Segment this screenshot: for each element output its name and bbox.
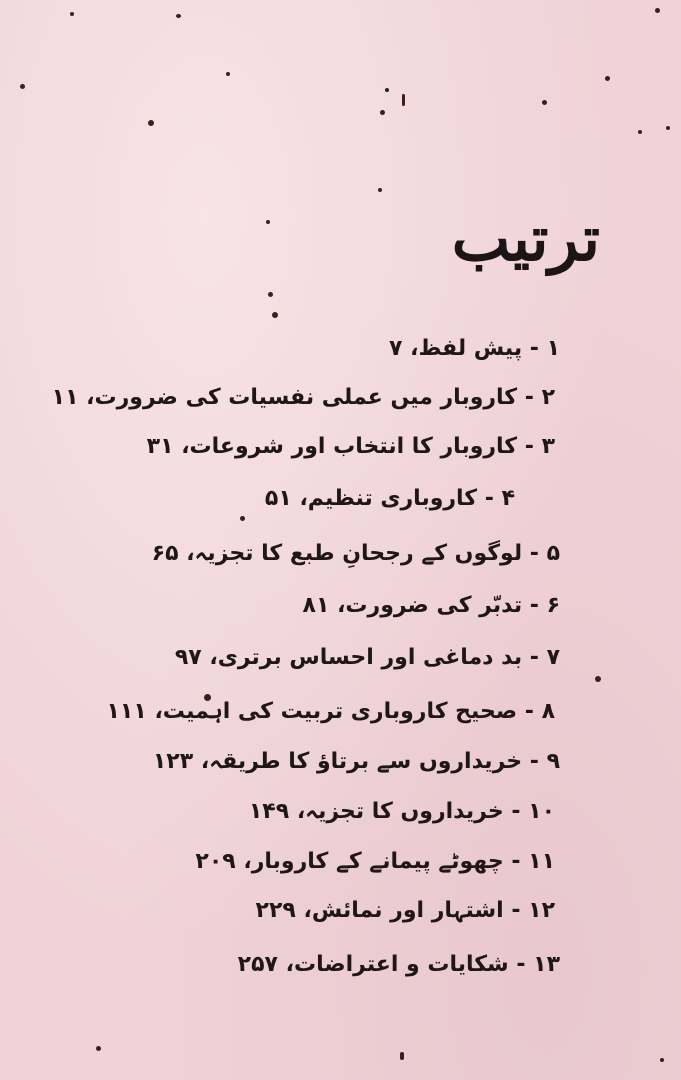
toc-entry-number: ۱۰: [528, 799, 555, 824]
toc-entry-separator: -: [508, 952, 534, 977]
speck-mark: [666, 126, 670, 130]
toc-entry-page: ۲۵۷: [237, 952, 278, 977]
toc-entry-separator: -: [503, 898, 529, 923]
toc-entry-title: شکایات و اعتراضات،: [285, 952, 509, 977]
toc-entry: [249, 797, 555, 827]
toc-entry: [106, 697, 555, 727]
toc-entry-number: ۲: [541, 385, 555, 410]
toc-entry: [238, 950, 560, 980]
toc-entry-number: ۸: [541, 699, 555, 724]
toc-entry-separator: -: [522, 336, 547, 361]
speck-mark: [655, 8, 660, 13]
toc-entry-title: بد دماغی اور احساس برتری،: [209, 645, 523, 670]
speck-mark: [226, 72, 230, 76]
speck-mark: [660, 1058, 664, 1062]
toc-entry-number: ۱۳: [533, 952, 560, 977]
toc-entry-page: ۱۱: [51, 385, 79, 410]
toc-entry-separator: -: [477, 486, 502, 511]
toc-entry-page: ۲۰۹: [195, 849, 236, 874]
toc-entry-number: ۴: [501, 486, 515, 511]
speck-mark: [148, 120, 154, 126]
toc-entry-page: ۵۱: [264, 486, 292, 511]
toc-entry-separator: -: [522, 541, 547, 566]
toc-entry-page: ۱۲۳: [152, 749, 194, 774]
toc-entry: [265, 484, 515, 514]
toc-entry-title: کاروباری تنظیم،: [299, 486, 478, 511]
page-title: ترتیب: [451, 202, 600, 275]
toc-entry: [152, 539, 560, 569]
toc-entry-page: ۲۲۹: [255, 898, 296, 923]
toc-entry: [389, 334, 560, 364]
toc-entry-number: ۷: [546, 645, 560, 670]
toc-entry-page: ۱۱۱: [106, 699, 147, 724]
toc-entry-page: ۱۴۹: [248, 799, 290, 824]
toc-entry-title: چھوٹے پیمانے کے کاروبار،: [243, 849, 504, 874]
toc-entry-title: پیش لفظ،: [410, 336, 523, 361]
toc-entry: [52, 383, 555, 413]
speck-mark: [542, 100, 547, 105]
toc-entry: [153, 747, 560, 777]
toc-entry-title: خریداروں کا تجزیہ،: [296, 799, 504, 824]
toc-entry-title: لوگوں کے رجحانِ طبع کا تجزیہ،: [186, 541, 523, 566]
toc-entry-separator: -: [522, 645, 547, 670]
toc-entry-page: ۳۱: [146, 434, 174, 459]
toc-entry-number: ۱۲: [528, 898, 555, 923]
toc-entry-number: ۶: [546, 593, 560, 618]
toc-entry-separator: -: [522, 593, 547, 618]
toc-entry-number: ۹: [546, 749, 560, 774]
toc-entry-title: اشتہار اور نمائش،: [303, 898, 504, 923]
toc-entry-page: ۷: [388, 336, 403, 361]
speck-mark: [378, 188, 382, 192]
speck-mark: [268, 292, 273, 297]
toc-entry-number: ۱۱: [528, 849, 555, 874]
toc-entry-separator: -: [522, 749, 547, 774]
speck-mark: [595, 676, 601, 682]
toc-entry-separator: -: [517, 434, 542, 459]
toc-entry-title: صحیح کاروباری تربیت کی اہمیت،: [154, 699, 518, 724]
speck-mark: [402, 94, 405, 106]
toc-entry-separator: -: [503, 799, 529, 824]
toc-entry: [175, 643, 560, 673]
speck-mark: [266, 220, 270, 224]
speck-mark: [20, 84, 25, 89]
speck-mark: [638, 130, 642, 134]
toc-entry-title: کاروبار کا انتخاب اور شروعات،: [181, 434, 518, 459]
toc-entry-page: ۶۵: [151, 541, 179, 566]
speck-mark: [385, 88, 389, 92]
toc-entry-page: ۸۱: [302, 593, 330, 618]
toc-entry-number: ۳: [541, 434, 555, 459]
speck-mark: [176, 14, 181, 18]
toc-entry-number: ۵: [546, 541, 560, 566]
speck-mark: [240, 516, 245, 521]
toc-entry: [195, 847, 555, 877]
toc-entry: [256, 896, 555, 926]
toc-entry: [147, 432, 555, 462]
toc-entry-title: تدبّر کی ضرورت،: [337, 593, 523, 618]
speck-mark: [380, 110, 385, 115]
toc-entry-title: کاروبار میں عملی نفسیات کی ضرورت،: [86, 385, 518, 410]
toc-entry-title: خریداروں سے برتاؤ کا طریقہ،: [200, 749, 523, 774]
toc-entry-separator: -: [517, 385, 542, 410]
speck-mark: [605, 76, 610, 81]
toc-entry-page: ۹۷: [174, 645, 202, 670]
speck-mark: [400, 1052, 404, 1060]
toc-entry-separator: -: [503, 849, 529, 874]
toc-entry: [303, 591, 560, 621]
speck-mark: [272, 312, 278, 318]
speck-mark: [70, 12, 74, 16]
toc-entry-separator: -: [517, 699, 542, 724]
toc-entry-number: ۱: [546, 336, 560, 361]
speck-mark: [96, 1046, 101, 1051]
